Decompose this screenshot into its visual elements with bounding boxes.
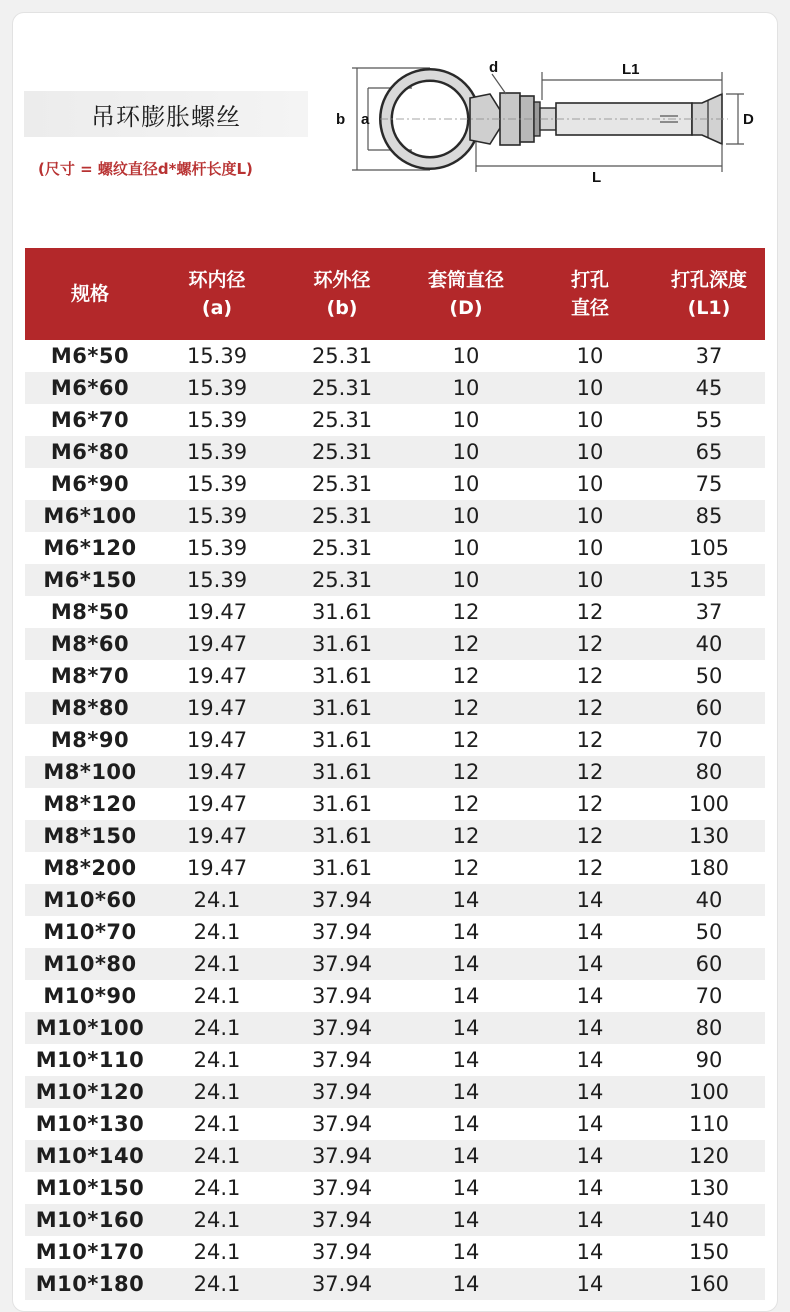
cell-inner-diameter: 15.39 — [186, 408, 248, 432]
cell-sleeve-diameter: 10 — [452, 536, 480, 560]
product-title — [24, 91, 308, 137]
cell-drill-depth: 60 — [695, 952, 723, 976]
cell-spec: M8*120 — [43, 792, 137, 816]
cell-sleeve-diameter: 12 — [452, 728, 480, 752]
cell-outer-diameter: 25.31 — [311, 504, 373, 528]
cell-outer-diameter: 31.61 — [311, 696, 373, 720]
table-row — [25, 1204, 765, 1236]
cell-sleeve-diameter: 12 — [452, 856, 480, 880]
table-row — [25, 756, 765, 788]
cell-sleeve-diameter: 10 — [452, 440, 480, 464]
table-row — [25, 1044, 765, 1076]
table-row — [25, 948, 765, 980]
cell-drill-depth: 80 — [695, 1016, 723, 1040]
cell-spec: M10*110 — [35, 1048, 145, 1072]
size-note: (尺寸 = 螺纹直径d*螺杆长度L) — [38, 160, 253, 178]
cell-spec: M8*100 — [43, 760, 137, 784]
table-row — [25, 980, 765, 1012]
product-title-text: 吊环膨胀螺丝 — [91, 102, 241, 131]
col-header-outer-diameter: 环外径 (b) — [313, 269, 371, 319]
cell-drill-diameter: 14 — [576, 1016, 604, 1040]
table-row — [25, 916, 765, 948]
col-header-drill-diameter: 打孔 直径 — [570, 269, 609, 319]
cell-outer-diameter: 37.94 — [311, 1240, 373, 1264]
cell-drill-diameter: 14 — [576, 952, 604, 976]
cell-drill-depth: 50 — [695, 664, 723, 688]
cell-inner-diameter: 24.1 — [193, 1112, 241, 1136]
cell-drill-diameter: 14 — [576, 1048, 604, 1072]
cell-outer-diameter: 31.61 — [311, 600, 373, 624]
cell-inner-diameter: 15.39 — [186, 568, 248, 592]
cell-outer-diameter: 37.94 — [311, 1080, 373, 1104]
cell-spec: M8*150 — [43, 824, 137, 848]
cell-sleeve-diameter: 14 — [452, 1240, 480, 1264]
cell-drill-diameter: 12 — [576, 728, 604, 752]
cell-drill-depth: 110 — [688, 1112, 730, 1136]
cell-inner-diameter: 15.39 — [186, 472, 248, 496]
cell-drill-depth: 55 — [695, 408, 723, 432]
cell-inner-diameter: 19.47 — [186, 632, 248, 656]
cell-spec: M6*80 — [50, 440, 130, 464]
cell-inner-diameter: 19.47 — [186, 728, 248, 752]
cell-drill-diameter: 14 — [576, 984, 604, 1008]
cell-spec: M10*60 — [43, 888, 137, 912]
cell-spec: M10*100 — [35, 1016, 145, 1040]
cell-drill-diameter: 10 — [576, 536, 604, 560]
table-row — [25, 628, 765, 660]
table-header — [25, 248, 765, 340]
cell-drill-depth: 90 — [695, 1048, 723, 1072]
cell-sleeve-diameter: 14 — [452, 1176, 480, 1200]
cell-outer-diameter: 31.61 — [311, 824, 373, 848]
cell-drill-depth: 160 — [688, 1272, 730, 1296]
cell-drill-diameter: 10 — [576, 472, 604, 496]
cell-sleeve-diameter: 14 — [452, 1272, 480, 1296]
cell-outer-diameter: 37.94 — [311, 888, 373, 912]
cell-spec: M10*70 — [43, 920, 137, 944]
cell-outer-diameter: 37.94 — [311, 1048, 373, 1072]
cell-inner-diameter: 24.1 — [193, 1016, 241, 1040]
cell-drill-diameter: 12 — [576, 792, 604, 816]
cell-drill-depth: 180 — [688, 856, 730, 880]
cell-spec: M10*120 — [35, 1080, 145, 1104]
cell-drill-diameter: 14 — [576, 1272, 604, 1296]
cell-inner-diameter: 24.1 — [193, 1272, 241, 1296]
table-row — [25, 1172, 765, 1204]
cell-drill-depth: 40 — [695, 632, 723, 656]
cell-sleeve-diameter: 14 — [452, 888, 480, 912]
cell-drill-depth: 70 — [695, 728, 723, 752]
cell-spec: M8*50 — [50, 600, 130, 624]
cell-drill-diameter: 12 — [576, 664, 604, 688]
table-row — [25, 564, 765, 596]
cell-drill-diameter: 14 — [576, 1208, 604, 1232]
cell-sleeve-diameter: 14 — [452, 1144, 480, 1168]
table-row — [25, 660, 765, 692]
cell-spec: M6*120 — [43, 536, 137, 560]
table-row — [25, 1236, 765, 1268]
cell-sleeve-diameter: 10 — [452, 344, 480, 368]
cell-drill-depth: 75 — [695, 472, 723, 496]
cell-spec: M8*200 — [43, 856, 137, 880]
cell-sleeve-diameter: 14 — [452, 1048, 480, 1072]
cell-drill-diameter: 12 — [576, 824, 604, 848]
cell-outer-diameter: 31.61 — [311, 664, 373, 688]
cell-drill-diameter: 10 — [576, 440, 604, 464]
cell-inner-diameter: 24.1 — [193, 1176, 241, 1200]
cell-drill-depth: 100 — [688, 1080, 730, 1104]
cell-inner-diameter: 24.1 — [193, 952, 241, 976]
cell-drill-depth: 45 — [695, 376, 723, 400]
cell-drill-diameter: 14 — [576, 1240, 604, 1264]
cell-inner-diameter: 24.1 — [193, 1208, 241, 1232]
cell-sleeve-diameter: 14 — [452, 1208, 480, 1232]
cell-outer-diameter: 31.61 — [311, 632, 373, 656]
cell-drill-depth: 135 — [688, 568, 730, 592]
table-row — [25, 1076, 765, 1108]
cell-outer-diameter: 31.61 — [311, 728, 373, 752]
cell-spec: M8*70 — [50, 664, 130, 688]
cell-drill-diameter: 10 — [576, 408, 604, 432]
cell-drill-depth: 150 — [688, 1240, 730, 1264]
cell-drill-depth: 65 — [695, 440, 723, 464]
cell-outer-diameter: 31.61 — [311, 856, 373, 880]
cell-outer-diameter: 37.94 — [311, 1112, 373, 1136]
table-row — [25, 1268, 765, 1300]
cell-inner-diameter: 19.47 — [186, 856, 248, 880]
col-header-drill-depth: 打孔深度 (L1) — [670, 269, 747, 319]
label-a: a — [361, 111, 370, 128]
col-header-spec: 规格 — [70, 283, 109, 305]
cell-drill-depth: 100 — [688, 792, 730, 816]
label-L1: L1 — [622, 61, 640, 78]
cell-drill-diameter: 10 — [576, 344, 604, 368]
cell-drill-diameter: 10 — [576, 376, 604, 400]
cell-drill-depth: 37 — [695, 600, 723, 624]
cell-spec: M8*90 — [50, 728, 130, 752]
cell-inner-diameter: 19.47 — [186, 760, 248, 784]
cell-drill-diameter: 14 — [576, 1144, 604, 1168]
cell-sleeve-diameter: 10 — [452, 568, 480, 592]
cell-drill-diameter: 10 — [576, 504, 604, 528]
cell-outer-diameter: 25.31 — [311, 536, 373, 560]
cell-outer-diameter: 25.31 — [311, 472, 373, 496]
cell-inner-diameter: 15.39 — [186, 440, 248, 464]
cell-sleeve-diameter: 10 — [452, 376, 480, 400]
table-row — [25, 788, 765, 820]
cell-drill-diameter: 12 — [576, 760, 604, 784]
cell-inner-diameter: 24.1 — [193, 888, 241, 912]
table-row — [25, 468, 765, 500]
cell-sleeve-diameter: 14 — [452, 920, 480, 944]
cell-sleeve-diameter: 10 — [452, 472, 480, 496]
cell-inner-diameter: 19.47 — [186, 664, 248, 688]
cell-sleeve-diameter: 14 — [452, 1016, 480, 1040]
table-row — [25, 436, 765, 468]
cell-sleeve-diameter: 12 — [452, 664, 480, 688]
cell-sleeve-diameter: 14 — [452, 1080, 480, 1104]
cell-spec: M10*80 — [43, 952, 137, 976]
cell-drill-depth: 40 — [695, 888, 723, 912]
cell-spec: M6*70 — [50, 408, 130, 432]
table-row — [25, 1140, 765, 1172]
cell-drill-depth: 85 — [695, 504, 723, 528]
cell-inner-diameter: 15.39 — [186, 504, 248, 528]
cell-inner-diameter: 19.47 — [186, 696, 248, 720]
col-header-inner-diameter: 环内径 (a) — [188, 269, 246, 319]
table-body — [25, 340, 765, 1300]
cell-drill-diameter: 12 — [576, 600, 604, 624]
table-row — [25, 852, 765, 884]
cell-drill-depth: 80 — [695, 760, 723, 784]
cell-drill-diameter: 14 — [576, 920, 604, 944]
cell-outer-diameter: 25.31 — [311, 408, 373, 432]
cell-drill-diameter: 10 — [576, 568, 604, 592]
table-row — [25, 724, 765, 756]
table-row — [25, 884, 765, 916]
cell-sleeve-diameter: 12 — [452, 792, 480, 816]
cell-sleeve-diameter: 12 — [452, 600, 480, 624]
cell-outer-diameter: 37.94 — [311, 1272, 373, 1296]
cell-drill-diameter: 14 — [576, 1176, 604, 1200]
table-row — [25, 500, 765, 532]
cell-spec: M8*80 — [50, 696, 130, 720]
cell-outer-diameter: 25.31 — [311, 440, 373, 464]
cell-outer-diameter: 25.31 — [311, 344, 373, 368]
table-row — [25, 404, 765, 436]
cell-sleeve-diameter: 14 — [452, 984, 480, 1008]
table-row — [25, 532, 765, 564]
cell-outer-diameter: 37.94 — [311, 952, 373, 976]
cell-outer-diameter: 37.94 — [311, 920, 373, 944]
label-L: L — [592, 169, 602, 186]
cell-drill-depth: 140 — [688, 1208, 730, 1232]
table-row — [25, 1108, 765, 1140]
label-D: D — [743, 111, 754, 128]
cell-drill-diameter: 12 — [576, 632, 604, 656]
cell-outer-diameter: 25.31 — [311, 568, 373, 592]
cell-drill-depth: 37 — [695, 344, 723, 368]
cell-sleeve-diameter: 12 — [452, 696, 480, 720]
cell-inner-diameter: 24.1 — [193, 1240, 241, 1264]
cell-spec: M10*180 — [35, 1272, 145, 1296]
cell-inner-diameter: 19.47 — [186, 792, 248, 816]
cell-drill-depth: 130 — [688, 1176, 730, 1200]
cell-inner-diameter: 24.1 — [193, 1144, 241, 1168]
cell-drill-diameter: 12 — [576, 856, 604, 880]
cell-spec: M10*150 — [35, 1176, 145, 1200]
col-header-sleeve-diameter: 套筒直径 (D) — [427, 269, 504, 319]
table-row — [25, 596, 765, 628]
cell-sleeve-diameter: 10 — [452, 504, 480, 528]
cell-sleeve-diameter: 12 — [452, 632, 480, 656]
cell-drill-depth: 60 — [695, 696, 723, 720]
table-row — [25, 820, 765, 852]
cell-inner-diameter: 24.1 — [193, 1048, 241, 1072]
label-b: b — [336, 111, 346, 128]
cell-outer-diameter: 37.94 — [311, 1144, 373, 1168]
cell-spec: M8*60 — [50, 632, 130, 656]
cell-sleeve-diameter: 12 — [452, 760, 480, 784]
cell-outer-diameter: 31.61 — [311, 792, 373, 816]
cell-spec: M10*140 — [35, 1144, 145, 1168]
cell-inner-diameter: 15.39 — [186, 536, 248, 560]
table-row — [25, 340, 765, 372]
cell-outer-diameter: 37.94 — [311, 1176, 373, 1200]
table-row — [25, 1012, 765, 1044]
eye-bolt-diagram — [330, 50, 770, 190]
cell-sleeve-diameter: 10 — [452, 408, 480, 432]
cell-spec: M6*90 — [50, 472, 130, 496]
cell-inner-diameter: 15.39 — [186, 344, 248, 368]
cell-outer-diameter: 37.94 — [311, 1016, 373, 1040]
cell-drill-depth: 50 — [695, 920, 723, 944]
cell-spec: M6*150 — [43, 568, 137, 592]
cell-drill-diameter: 14 — [576, 1080, 604, 1104]
cell-inner-diameter: 24.1 — [193, 984, 241, 1008]
cell-inner-diameter: 19.47 — [186, 824, 248, 848]
cell-inner-diameter: 19.47 — [186, 600, 248, 624]
cell-inner-diameter: 15.39 — [186, 376, 248, 400]
cell-sleeve-diameter: 14 — [452, 1112, 480, 1136]
cell-spec: M10*130 — [35, 1112, 145, 1136]
cell-outer-diameter: 37.94 — [311, 984, 373, 1008]
cell-drill-diameter: 12 — [576, 696, 604, 720]
cell-drill-depth: 70 — [695, 984, 723, 1008]
table-row — [25, 372, 765, 404]
cell-drill-depth: 130 — [688, 824, 730, 848]
cell-drill-diameter: 14 — [576, 888, 604, 912]
cell-drill-depth: 105 — [688, 536, 730, 560]
cell-outer-diameter: 25.31 — [311, 376, 373, 400]
cell-sleeve-diameter: 14 — [452, 952, 480, 976]
cell-drill-depth: 120 — [688, 1144, 730, 1168]
label-d: d — [489, 59, 499, 76]
cell-spec: M6*50 — [50, 344, 130, 368]
cell-outer-diameter: 31.61 — [311, 760, 373, 784]
cell-outer-diameter: 37.94 — [311, 1208, 373, 1232]
cell-drill-diameter: 14 — [576, 1112, 604, 1136]
cell-spec: M6*100 — [43, 504, 137, 528]
cell-inner-diameter: 24.1 — [193, 1080, 241, 1104]
cell-inner-diameter: 24.1 — [193, 920, 241, 944]
cell-spec: M10*170 — [35, 1240, 145, 1264]
table-row — [25, 692, 765, 724]
cell-spec: M10*160 — [35, 1208, 145, 1232]
cell-sleeve-diameter: 12 — [452, 824, 480, 848]
cell-spec: M6*60 — [50, 376, 130, 400]
cell-spec: M10*90 — [43, 984, 137, 1008]
